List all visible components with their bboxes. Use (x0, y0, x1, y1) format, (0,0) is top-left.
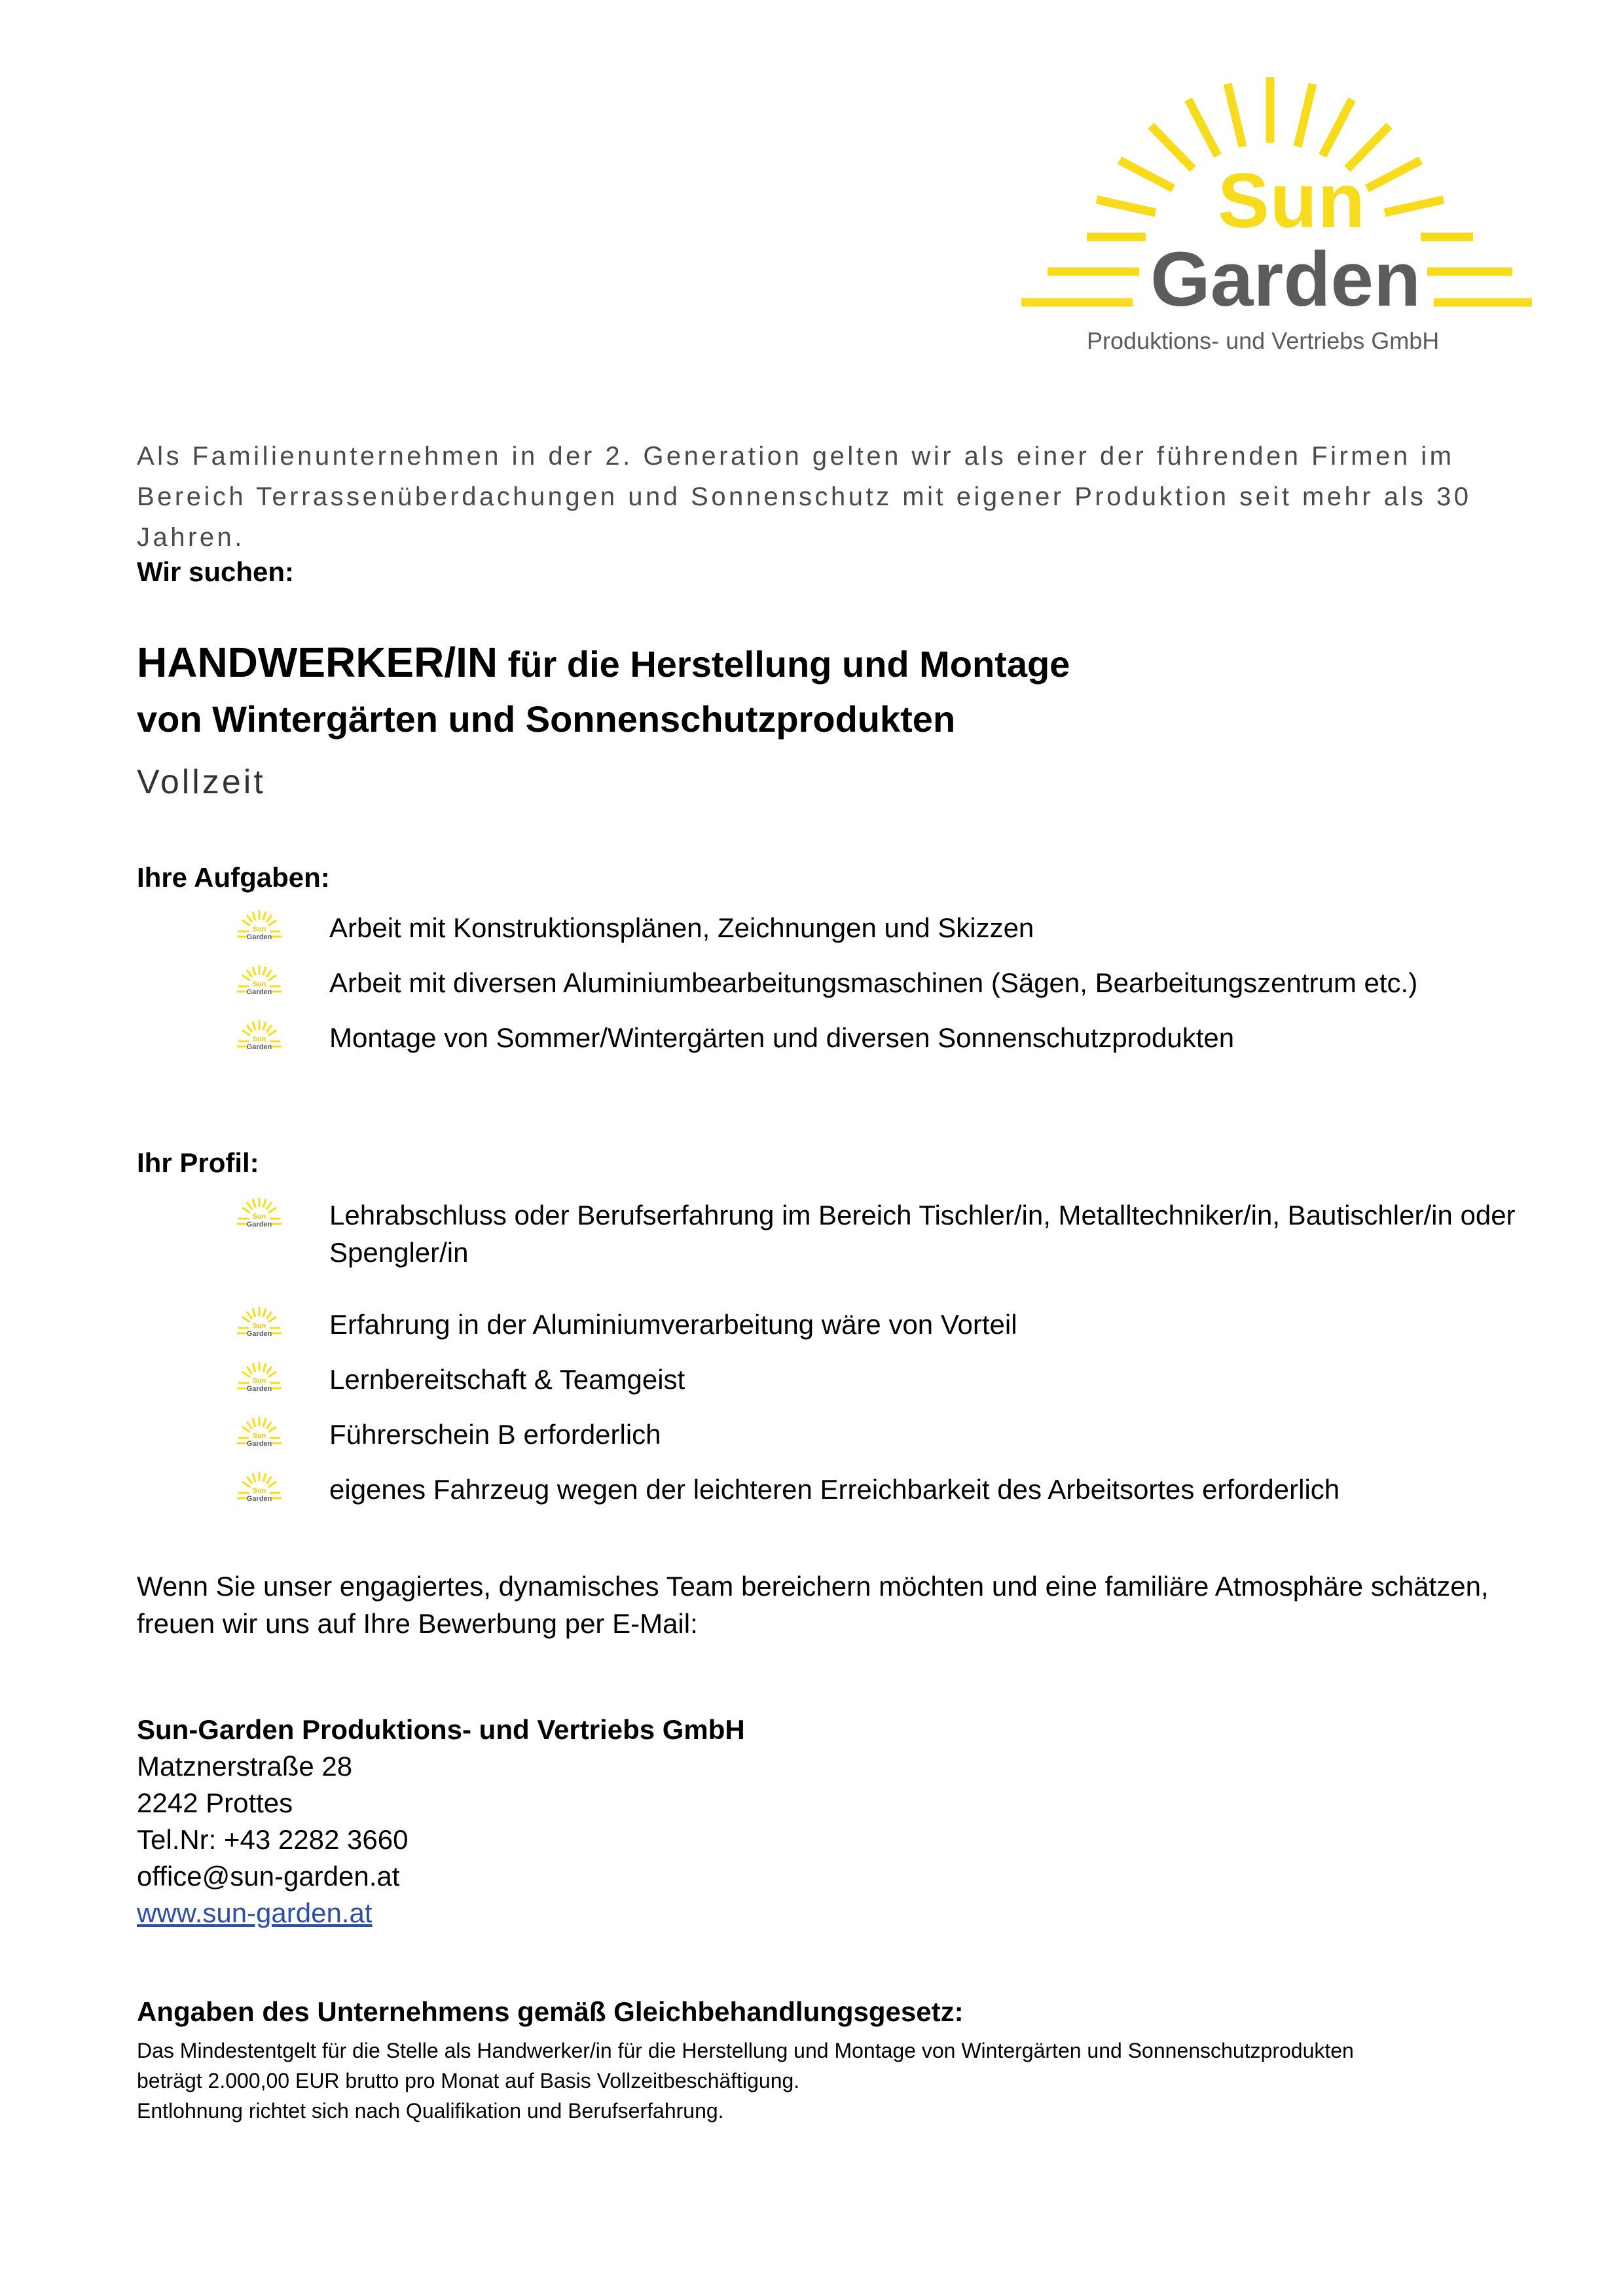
job-title-main: HANDWERKER/IN (137, 639, 498, 686)
list-item-text: Erfahrung in der Aluminiumverarbeitung wäre von Vorteil (329, 1309, 1017, 1340)
svg-text:Sun: Sun (252, 1377, 266, 1385)
sun-garden-logo-icon (236, 1196, 283, 1232)
website-link[interactable]: www.sun-garden.at (137, 1897, 373, 1928)
contact-city: 2242 Prottes (137, 1787, 293, 1818)
contact-block (137, 1712, 745, 1931)
svg-text:Garden: Garden (246, 1043, 272, 1051)
svg-text:Garden: Garden (246, 1440, 272, 1448)
company-logo (1021, 65, 1532, 367)
legal-heading: Angaben des Unternehmens gemäß Gleichbehandlungsgesetz: (137, 1996, 964, 2027)
sun-garden-logo-icon (236, 1416, 283, 1451)
job-title (137, 635, 1070, 747)
legal-text (137, 2036, 1544, 2126)
profil-heading: Ihr Profil: (137, 1147, 259, 1178)
contact-company: Sun-Garden Produktions- und Vertriebs GmbH (137, 1714, 745, 1745)
job-title-line2: von Wintergärten und Sonnenschutzprodukten (137, 698, 956, 740)
list-item-text: Führerschein B erforderlich (329, 1419, 661, 1450)
legal-line-3: Entlohnung richtet sich nach Qualifikation und Berufserfahrung. (137, 2099, 724, 2123)
sun-garden-logo-icon (236, 1019, 283, 1054)
list-item-text: Arbeit mit Konstruktionsplänen, Zeichnungen und Skizzen (329, 912, 1034, 943)
sun-garden-logo-icon (236, 964, 283, 999)
intro-paragraph: Als Familienunternehmen in der 2. Generation gelten wir als einer der führenden Firmen im Bereich Terrassenüberdachungen und Sonnenschutz mit eigener Produktion seit mehr als 30 Jahren. (137, 442, 1472, 552)
wir-suchen-heading: Wir suchen: (137, 556, 294, 587)
svg-text:Sun: Sun (252, 1035, 266, 1043)
svg-text:Sun: Sun (252, 1487, 266, 1495)
contact-street: Matznerstraße 28 (137, 1751, 353, 1782)
logo-sun-text: Sun (1218, 158, 1366, 244)
list-item-text: Montage von Sommer/Wintergärten und diversen Sonnenschutzprodukten (329, 1022, 1235, 1053)
svg-text:Garden: Garden (246, 1385, 272, 1393)
list-item-text: eigenes Fahrzeug wegen der leichteren Erreichbarkeit des Arbeitsortes erforderlich (329, 1474, 1340, 1505)
sun-garden-logo-icon (236, 909, 283, 944)
svg-text:Garden: Garden (246, 1495, 272, 1503)
svg-text:Garden: Garden (246, 1221, 272, 1229)
svg-text:Sun: Sun (252, 1213, 266, 1221)
sun-garden-logo-icon (236, 1471, 283, 1506)
svg-text:Garden: Garden (246, 988, 272, 996)
svg-text:Garden: Garden (246, 1330, 272, 1338)
svg-text:Sun: Sun (252, 980, 266, 988)
legal-line-2: beträgt 2.000,00 EUR brutto pro Monat auf Basis Vollzeitbeschäftigung. (137, 2069, 800, 2092)
list-item-text: Lehrabschluss oder Berufserfahrung im Bereich Tischler/in, Metalltechniker/in, Bautischler/in oder Spengler/in (329, 1200, 1516, 1268)
logo-garden-text: Garden (1150, 236, 1421, 323)
contact-phone: Tel.Nr: +43 2282 3660 (137, 1824, 409, 1855)
logo-tagline: Produktions- und Vertriebs GmbH (1087, 327, 1440, 354)
list-item-text: Arbeit mit diversen Aluminiumbearbeitungsmaschinen (Sägen, Bearbeitungszentrum etc.) (329, 967, 1418, 998)
svg-text:Sun: Sun (252, 1432, 266, 1440)
aufgaben-heading: Ihre Aufgaben: (137, 862, 330, 893)
sun-garden-logo-icon (236, 1306, 283, 1341)
svg-text:Garden: Garden (246, 933, 272, 941)
closing-paragraph: Wenn Sie unser engagiertes, dynamisches Team bereichern möchten und eine familiäre Atmosphäre schätzen, freuen wir uns auf Ihre Bewerbung per E-Mail: (137, 1571, 1489, 1639)
list-item-text: Lernbereitschaft & Teamgeist (329, 1364, 685, 1395)
contact-email: office@sun-garden.at (137, 1861, 400, 1892)
employment-type: Vollzeit (137, 763, 266, 801)
legal-line-1: Das Mindestentgelt für die Stelle als Handwerker/in für die Herstellung und Montage von Wintergärten und Sonnenschutzprodukten (137, 2039, 1354, 2062)
svg-text:Sun: Sun (252, 1322, 266, 1330)
svg-text:Sun: Sun (252, 925, 266, 933)
sun-garden-logo-icon (236, 1361, 283, 1396)
job-title-rest: für die Herstellung und Montage (498, 643, 1070, 685)
